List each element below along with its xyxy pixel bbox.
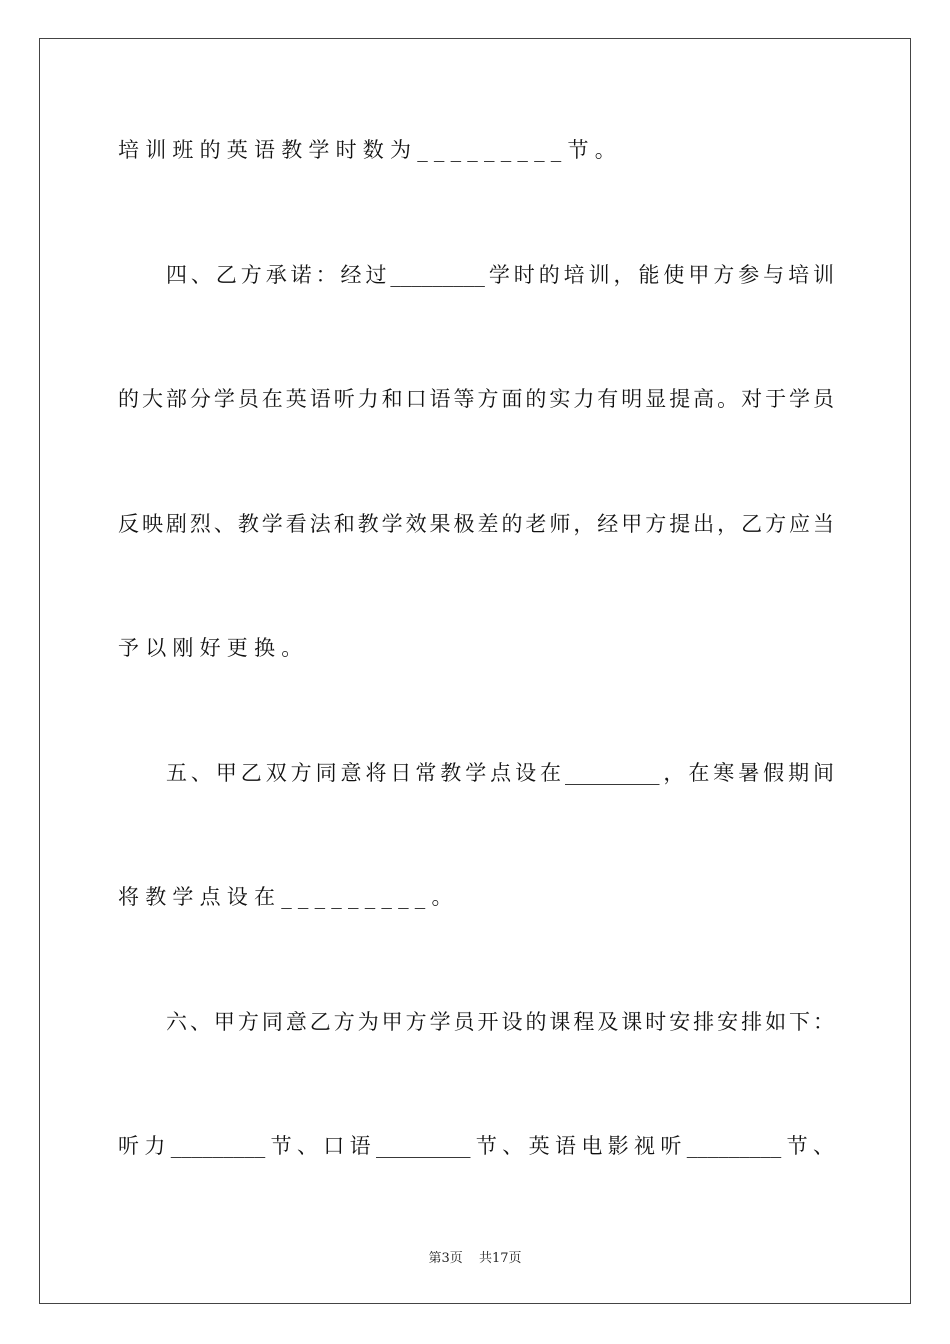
paragraph-line-4: 反映剧烈、教学看法和教学效果极差的老师，经甲方提出，乙方应当 bbox=[118, 512, 834, 536]
paragraph-line-8: 六、甲方同意乙方为甲方学员开设的课程及课时安排安排如下： bbox=[166, 1010, 834, 1034]
paragraph-line-7: 将教学点设在_________。 bbox=[118, 885, 459, 909]
paragraph-line-6: 五、甲乙双方同意将日常教学点设在_________，在寒暑假期间 bbox=[166, 761, 834, 785]
page-number: 第3页 bbox=[428, 1251, 463, 1266]
paragraph-line-1: 培训班的英语教学时数为_________节。 bbox=[118, 138, 622, 162]
paragraph-line-9: 听力_________节、口语_________节、英语电影视听_________节、 bbox=[118, 1134, 834, 1158]
paragraph-line-5: 予以刚好更换。 bbox=[118, 636, 309, 660]
page-footer bbox=[0, 1247, 950, 1266]
page-total: 共17页 bbox=[478, 1251, 522, 1266]
paragraph-line-2: 四、乙方承诺：经过_________学时的培训，能使甲方参与培训 bbox=[166, 263, 834, 287]
paragraph-line-3: 的大部分学员在英语听力和口语等方面的实力有明显提高。对于学员 bbox=[118, 387, 834, 411]
page-border bbox=[39, 38, 911, 1304]
